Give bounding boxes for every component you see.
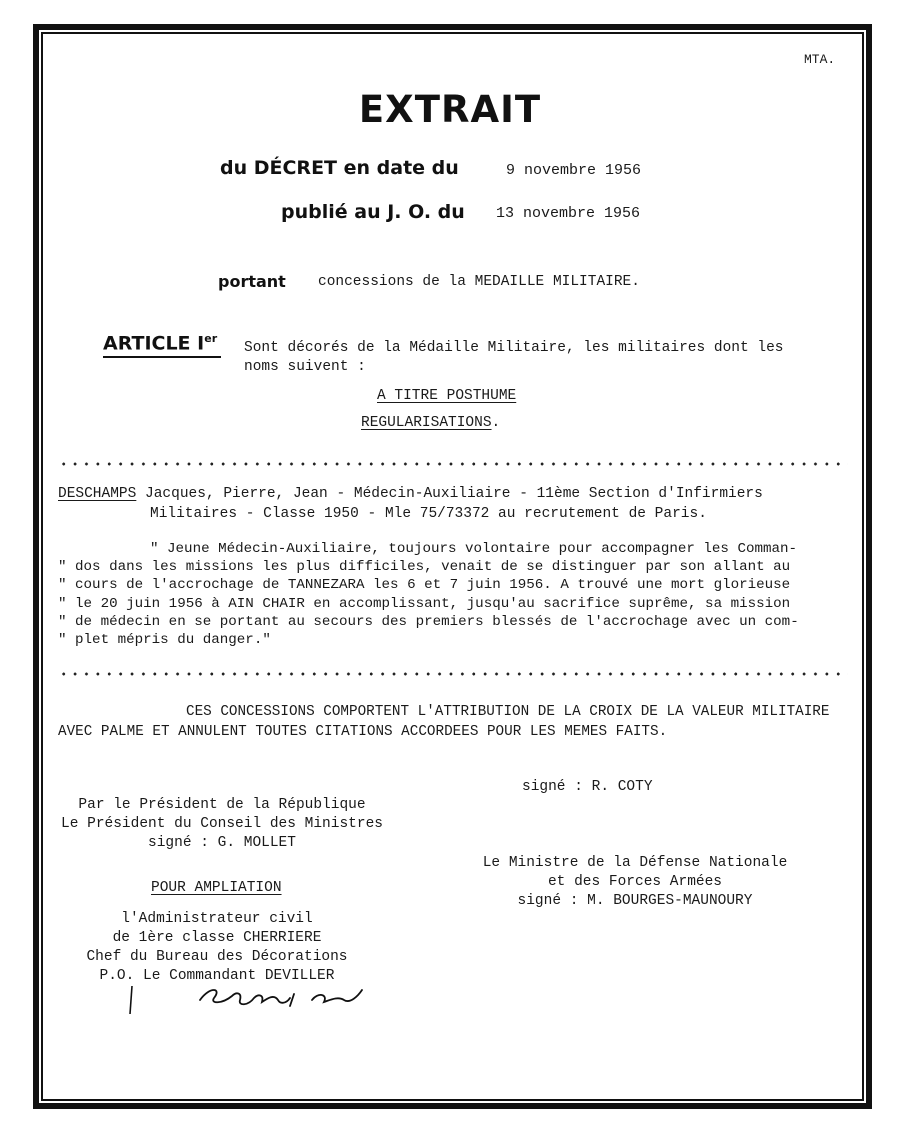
signature-coty: signé : R. COTY <box>522 779 653 795</box>
ampliation-block <box>58 910 376 986</box>
ampliation-line: Chef du Bureau des Décorations <box>86 949 348 965</box>
concessions-line: AVEC PALME ET ANNULENT TOUTES CITATIONS ACCORDEES POUR LES MEMES FAITS. <box>58 724 668 740</box>
signature-block-left <box>52 796 392 853</box>
heading-regularisations-text: REGULARISATIONS <box>361 415 492 431</box>
right-signature-line: et des Forces Armées <box>547 874 723 890</box>
citation-line: " dos dans les missions les plus difficiles, venait de se distinguer par son allant au <box>58 559 791 576</box>
citation-line: " de médecin en se portant au secours des premiers blessés de l'accrochage avec un com- <box>58 613 799 630</box>
person-surname: DESCHAMPS <box>58 486 137 502</box>
ampliation-line: de 1ère classe CHERRIERE <box>112 930 322 946</box>
heading-regularisations <box>361 415 500 431</box>
concessions-line: CES CONCESSIONS COMPORTENT L'ATTRIBUTION DE LA CROIX DE LA VALEUR MILITAIRE <box>186 704 830 720</box>
document-title: EXTRAIT <box>358 88 542 131</box>
article-text <box>244 339 784 377</box>
portant-text: concessions de la MEDAILLE MILITAIRE. <box>318 274 640 290</box>
article-label-text: ARTICLE I <box>103 332 205 355</box>
heading-posthume: A TITRE POSTHUME <box>377 388 517 404</box>
citation-line: " Jeune Médecin-Auxiliaire, toujours volontaire pour accompagner les Comman- <box>150 541 798 557</box>
citation <box>58 540 799 649</box>
dotted-separator-top <box>58 462 848 466</box>
dotted-separator-bottom <box>58 672 848 676</box>
left-signature-line: Par le Président de la République <box>78 797 366 813</box>
concessions-text <box>58 702 829 742</box>
ampliation-line: l'Administrateur civil <box>121 911 313 927</box>
ampliation-line: P.O. Le Commandant DEVILLER <box>99 968 335 984</box>
left-signature-line: signé : G. MOLLET <box>148 835 296 851</box>
right-signature-line: Le Ministre de la Défense Nationale <box>482 855 788 871</box>
right-signature-line: signé : M. BOURGES-MAUNOURY <box>517 893 753 909</box>
person-identity-2: Militaires - Classe 1950 - Mle 75/73372 au recrutement de Paris. <box>150 506 707 522</box>
left-signature-line: Le Président du Conseil des Ministres <box>61 816 383 832</box>
signature-block-right <box>460 854 810 911</box>
citation-line: " cours de l'accrochage de TANNEZARA les 6 et 7 juin 1956. A trouvé une mort glorieuse <box>58 577 791 594</box>
portant-label: portant <box>218 272 286 291</box>
ampliation-title: POUR AMPLIATION <box>151 880 282 896</box>
article-line: Sont décorés de la Médaille Militaire, les militaires dont les <box>244 340 784 356</box>
article-label <box>103 332 221 358</box>
jo-date: 13 novembre 1956 <box>496 205 641 222</box>
jo-label: publié au J. O. du <box>281 201 465 223</box>
person-block <box>58 484 763 524</box>
citation-line: " plet mépris du danger." <box>58 632 271 649</box>
decree-date: 9 novembre 1956 <box>506 162 642 179</box>
decree-label: du DÉCRET en date du <box>220 157 459 179</box>
article-line: noms suivent : <box>244 359 366 375</box>
handwritten-signature <box>118 978 378 1018</box>
article-label-sup: er <box>204 332 218 345</box>
reference-code: MTA. <box>804 52 836 67</box>
heading-regularisations-punct: . <box>491 415 501 431</box>
citation-line: " le 20 juin 1956 à AIN CHAIR en accomplissant, jusqu'au sacrifice suprême, sa mission <box>58 595 791 612</box>
person-identity-1: Jacques, Pierre, Jean - Médecin-Auxiliaire - 11ème Section d'Infirmiers <box>136 486 763 502</box>
